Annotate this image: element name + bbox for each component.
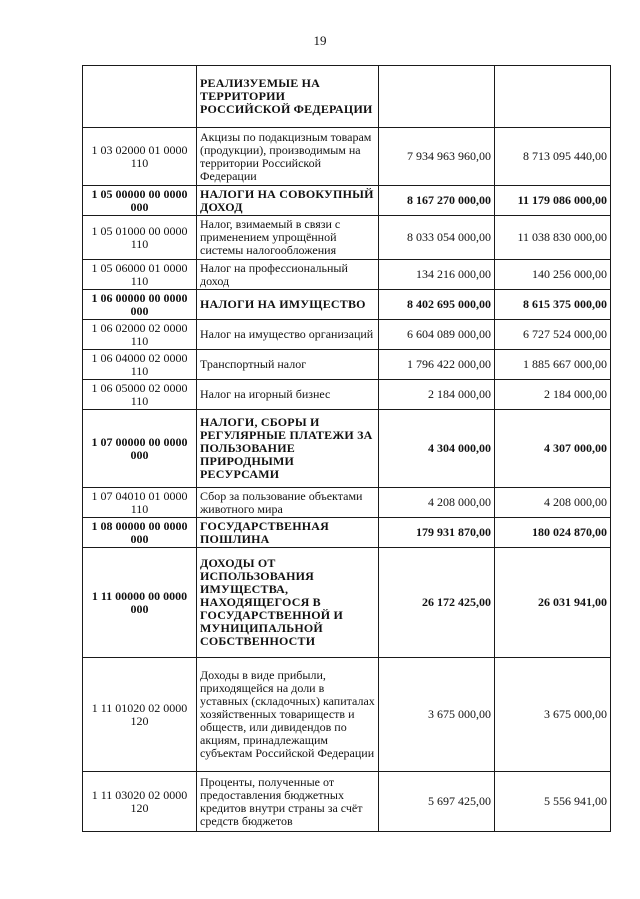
row-name: Транспортный налог — [197, 350, 379, 380]
table-row — [83, 518, 611, 548]
row-value-year2: 140 256 000,00 — [495, 260, 611, 290]
row-value-year2: 4 307 000,00 — [495, 410, 611, 488]
row-value-year2: 5 556 941,00 — [495, 772, 611, 832]
row-code: 1 05 00000 00 0000 000 — [83, 186, 197, 216]
table-row — [83, 548, 611, 658]
row-name: Проценты, полученные от предоставления бюджетных кредитов внутри страны за счёт средств бюджетов — [197, 772, 379, 832]
row-value-year1 — [379, 66, 495, 128]
revenue-table — [82, 65, 611, 832]
row-code: 1 06 02000 02 0000 110 — [83, 320, 197, 350]
row-value-year1: 1 796 422 000,00 — [379, 350, 495, 380]
row-code: 1 06 00000 00 0000 000 — [83, 290, 197, 320]
row-value-year2: 180 024 870,00 — [495, 518, 611, 548]
row-name: Доходы в виде прибыли, приходящейся на доли в уставных (складочных) капиталах хозяйственных товариществ и обществ, или дивидендов по акциям, принадлежащим субъектам Российской Федерации — [197, 658, 379, 772]
row-value-year1: 5 697 425,00 — [379, 772, 495, 832]
table-row — [83, 380, 611, 410]
row-code: 1 06 04000 02 0000 110 — [83, 350, 197, 380]
table-row — [83, 320, 611, 350]
row-value-year2: 4 208 000,00 — [495, 488, 611, 518]
row-value-year2: 6 727 524 000,00 — [495, 320, 611, 350]
row-name: РЕАЛИЗУЕМЫЕ НА ТЕРРИТОРИИ РОССИЙСКОЙ ФЕДЕРАЦИИ — [197, 66, 379, 128]
row-code: 1 05 06000 01 0000 110 — [83, 260, 197, 290]
row-value-year2: 11 179 086 000,00 — [495, 186, 611, 216]
row-code: 1 03 02000 01 0000 110 — [83, 128, 197, 186]
row-code: 1 06 05000 02 0000 110 — [83, 380, 197, 410]
row-value-year1: 134 216 000,00 — [379, 260, 495, 290]
table-row — [83, 488, 611, 518]
row-name: Налог, взимаемый в связи с применением упрощённой системы налогообложения — [197, 216, 379, 260]
row-value-year1: 4 208 000,00 — [379, 488, 495, 518]
row-value-year2: 1 885 667 000,00 — [495, 350, 611, 380]
row-name: НАЛОГИ, СБОРЫ И РЕГУЛЯРНЫЕ ПЛАТЕЖИ ЗА ПОЛЬЗОВАНИЕ ПРИРОДНЫМИ РЕСУРСАМИ — [197, 410, 379, 488]
row-value-year2: 2 184 000,00 — [495, 380, 611, 410]
row-code: 1 07 04010 01 0000 110 — [83, 488, 197, 518]
row-value-year1: 8 402 695 000,00 — [379, 290, 495, 320]
row-value-year1: 8 167 270 000,00 — [379, 186, 495, 216]
row-name: Налог на игорный бизнес — [197, 380, 379, 410]
table-row — [83, 186, 611, 216]
page-number: 19 — [313, 33, 327, 48]
table-row — [83, 658, 611, 772]
row-code: 1 08 00000 00 0000 000 — [83, 518, 197, 548]
table-row — [83, 772, 611, 832]
row-code: 1 11 00000 00 0000 000 — [83, 548, 197, 658]
row-name: ДОХОДЫ ОТ ИСПОЛЬЗОВАНИЯ ИМУЩЕСТВА, НАХОДЯЩЕГОСЯ В ГОСУДАРСТВЕННОЙ И МУНИЦИПАЛЬНОЙ СОБСТВЕННОСТИ — [197, 548, 379, 658]
row-name: НАЛОГИ НА СОВОКУПНЫЙ ДОХОД — [197, 186, 379, 216]
row-value-year2 — [495, 66, 611, 128]
row-value-year2: 8 615 375 000,00 — [495, 290, 611, 320]
row-name: ГОСУДАРСТВЕННАЯ ПОШЛИНА — [197, 518, 379, 548]
table-row — [83, 216, 611, 260]
row-name: Акцизы по подакцизным товарам (продукции), производимым на территории Российской Федерации — [197, 128, 379, 186]
row-value-year1: 8 033 054 000,00 — [379, 216, 495, 260]
table-row — [83, 260, 611, 290]
row-value-year1: 7 934 963 960,00 — [379, 128, 495, 186]
row-value-year2: 11 038 830 000,00 — [495, 216, 611, 260]
row-value-year1: 3 675 000,00 — [379, 658, 495, 772]
row-name: Налог на имущество организаций — [197, 320, 379, 350]
row-name: Сбор за пользование объектами животного мира — [197, 488, 379, 518]
row-value-year2: 8 713 095 440,00 — [495, 128, 611, 186]
table-row — [83, 410, 611, 488]
row-value-year2: 3 675 000,00 — [495, 658, 611, 772]
table-row — [83, 66, 611, 128]
row-code: 1 05 01000 00 0000 110 — [83, 216, 197, 260]
table-row — [83, 290, 611, 320]
row-code: 1 11 01020 02 0000 120 — [83, 658, 197, 772]
row-code: 1 07 00000 00 0000 000 — [83, 410, 197, 488]
row-value-year1: 6 604 089 000,00 — [379, 320, 495, 350]
row-value-year1: 2 184 000,00 — [379, 380, 495, 410]
row-value-year1: 179 931 870,00 — [379, 518, 495, 548]
row-value-year1: 4 304 000,00 — [379, 410, 495, 488]
row-value-year2: 26 031 941,00 — [495, 548, 611, 658]
row-value-year1: 26 172 425,00 — [379, 548, 495, 658]
table-row — [83, 128, 611, 186]
row-code: 1 11 03020 02 0000 120 — [83, 772, 197, 832]
row-name: Налог на профессиональный доход — [197, 260, 379, 290]
row-name: НАЛОГИ НА ИМУЩЕСТВО — [197, 290, 379, 320]
row-code — [83, 66, 197, 128]
table-row — [83, 350, 611, 380]
